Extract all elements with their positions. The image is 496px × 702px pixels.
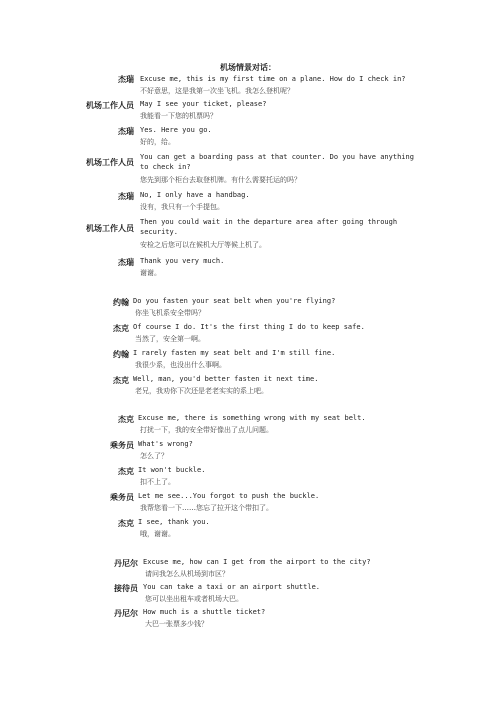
speaker-name: 杰瑞	[118, 75, 134, 84]
speaker-name: 杰克	[113, 376, 129, 385]
chinese-line: 扣不上了。	[140, 478, 175, 486]
english-line: May I see your ticket, please?	[140, 100, 267, 108]
chinese-line: 我帮您看一下……您忘了拉开这个带扣了。	[140, 504, 273, 512]
chinese-line: 您先到那个柜台去取登机牌。有什么需要托运的吗？	[140, 176, 301, 184]
chinese-line: 哦，谢谢。	[140, 530, 175, 538]
speaker-name: 机场工作人员	[86, 158, 134, 167]
chinese-line: 当然了，安全第一啊。	[135, 335, 205, 343]
speaker-name: 杰克	[118, 415, 134, 424]
english-line: I see, thank you.	[138, 518, 210, 526]
english-line: Do you fasten your seat belt when you're flying?	[133, 297, 336, 305]
english-line: You can get a boarding pass at that counter. Do you have anything	[140, 153, 414, 161]
speaker-name: 杰瑞	[118, 127, 134, 136]
english-line: You can take a taxi or an airport shuttle.	[143, 583, 321, 591]
speaker-name: 丹尼尔	[114, 559, 138, 568]
english-line-continued: to check in?	[140, 163, 191, 171]
english-line: How much is a shuttle ticket?	[143, 608, 266, 616]
chinese-line: 我能看一下您的机票吗？	[140, 112, 217, 120]
english-line: Excuse me, this is my first time on a plane. How do I check in?	[140, 75, 406, 83]
speaker-name: 机场工作人员	[86, 101, 134, 110]
speaker-name: 机场工作人员	[86, 224, 134, 233]
speaker-name: 乘务员	[110, 493, 134, 502]
english-line: Excuse me, how can I get from the airport to the city?	[143, 558, 371, 566]
english-line: Excuse me, there is something wrong with my seat belt.	[138, 414, 366, 422]
speaker-name: 约翰	[113, 298, 129, 307]
speaker-name: 杰克	[118, 519, 134, 528]
chinese-line: 大巴一张票多少钱？	[145, 620, 208, 628]
speaker-name: 杰克	[113, 324, 129, 333]
english-line: Then you could wait in the departure area after going through	[140, 218, 398, 226]
speaker-name: 杰瑞	[118, 192, 134, 201]
english-line: What's wrong?	[138, 440, 193, 448]
english-line: Let me see...You forgot to push the buckle.	[138, 492, 320, 500]
chinese-line: 请问我怎么从机场到市区？	[145, 570, 229, 578]
chinese-line: 安检之后您可以在候机大厅等候上机了。	[140, 241, 266, 249]
chinese-line: 老兄，我劝你下次还是老老实实的系上吧。	[135, 387, 268, 395]
english-line: It won't buckle.	[138, 466, 206, 474]
chinese-line: 您可以坐出租车或者机场大巴。	[145, 595, 243, 603]
chinese-line: 你坐飞机系安全带吗？	[135, 309, 205, 317]
speaker-name: 丹尼尔	[114, 609, 138, 618]
page-title: 机场情景对话：	[220, 63, 276, 72]
chinese-line: 不好意思，这是我第一次坐飞机。我怎么登机呢？	[140, 87, 294, 95]
chinese-line: 好的，给。	[140, 138, 175, 146]
chinese-line: 谢谢。	[140, 269, 161, 277]
speaker-name: 接待员	[114, 584, 138, 593]
speaker-name: 杰克	[118, 467, 134, 476]
english-line: Well, man, you'd better fasten it next time.	[133, 375, 319, 383]
chinese-line: 打扰一下，我的安全带好像出了点儿问题。	[140, 426, 273, 434]
speaker-name: 杰瑞	[118, 258, 134, 267]
speaker-name: 乘务员	[110, 441, 134, 450]
english-line: Yes. Here you go.	[140, 126, 212, 134]
english-line-continued: security.	[140, 228, 178, 236]
english-line: Thank you very much.	[140, 257, 225, 265]
chinese-line: 怎么了？	[140, 452, 168, 460]
chinese-line: 我很少系，也没出什么事啊。	[135, 361, 226, 369]
english-line: No, I only have a handbag.	[140, 191, 250, 199]
speaker-name: 约翰	[113, 350, 129, 359]
english-line: I rarely fasten my seat belt and I'm still fine.	[133, 349, 336, 357]
chinese-line: 没有，我只有一个手提包。	[140, 203, 224, 211]
english-line: Of course I do. It's the first thing I do to keep safe.	[133, 323, 365, 331]
